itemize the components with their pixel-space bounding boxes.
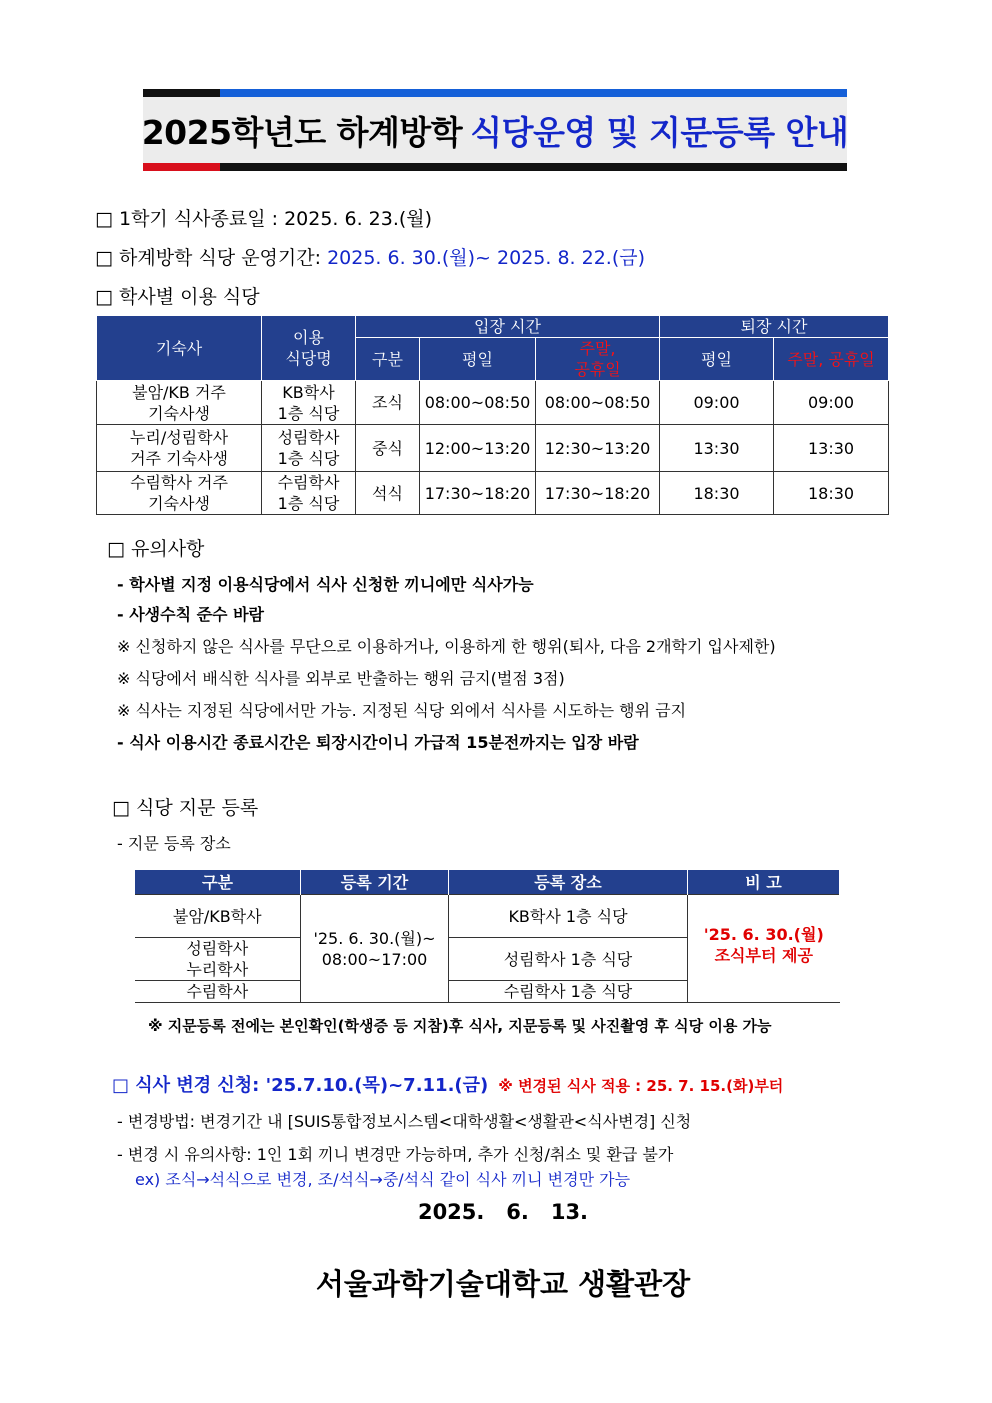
note-item: - 사생수칙 준수 바람: [117, 605, 264, 624]
header-weekend-entry: 주말, 공휴일: [536, 338, 660, 381]
banner-accent-red-bottom: [143, 163, 220, 171]
cafeteria-cell: 수림학사 1층 식당: [262, 472, 356, 515]
header-weekday-entry: 평일: [420, 338, 536, 381]
meal-cell: 조식: [356, 381, 420, 425]
meal-change-applied: ※ 변경된 식사 적용 : 25. 7. 15.(화)부터: [498, 1077, 784, 1095]
note-item: - 식사 이용시간 종료시간은 퇴장시간이니 가급적 15분전까지는 입장 바람: [117, 733, 639, 752]
note-item: - 학사별 지정 이용식당에서 식사 신청한 끼니에만 식사가능: [117, 575, 534, 594]
type-cell: 수림학사: [135, 981, 301, 1003]
header-entry-time: 입장 시간: [356, 316, 660, 338]
meal-change-example: ex) 조식→석식으로 변경, 조/석식→중/석식 같이 식사 끼니 변경만 가능: [135, 1170, 631, 1189]
period-cell: '25. 6. 30.(월)~ 08:00~17:00: [301, 895, 449, 1003]
cafeteria-by-dorm-heading: □ 학사별 이용 식당: [95, 286, 260, 308]
type-cell: 불암/KB학사: [135, 895, 301, 938]
note-cell: '25. 6. 30.(월) 조식부터 제공: [688, 895, 840, 1003]
cafeteria-schedule-table: [96, 315, 889, 515]
weekend-exit-cell: 18:30: [774, 472, 889, 515]
weekday-entry-cell: 17:30~18:20: [420, 472, 536, 515]
fingerprint-heading: □ 식당 지문 등록: [112, 797, 259, 819]
fingerprint-footnote: ※ 지문등록 전에는 본인확인(학생증 등 지참)후 식사, 지문등록 및 사진촬영 후 식당 이용 가능: [148, 1017, 772, 1035]
weekday-entry-cell: 08:00~08:50: [420, 381, 536, 425]
notes-heading: □ 유의사항: [107, 538, 205, 560]
meal-change-heading: [112, 1071, 783, 1097]
meal-change-method: - 변경방법: 변경기간 내 [SUIS통합정보시스템<대학생활<생활관<식사변경] 신청: [117, 1112, 692, 1131]
page-title: [143, 97, 847, 163]
table-row: [97, 472, 889, 515]
header-dorm: 기숙사: [97, 316, 262, 381]
fingerprint-location-sub: - 지문 등록 장소: [117, 834, 231, 853]
cafeteria-cell: 성림학사 1층 식당: [262, 425, 356, 472]
header-place: 등록 장소: [449, 870, 688, 895]
meal-cell: 중식: [356, 425, 420, 472]
header-note: 비 고: [688, 870, 840, 895]
note-item: ※ 신청하지 않은 식사를 무단으로 이용하거나, 이용하게 한 행위(퇴사, 다음 2개학기 입사제한): [117, 637, 776, 656]
place-cell: KB학사 1층 식당: [449, 895, 688, 938]
cafeteria-cell: KB학사 1층 식당: [262, 381, 356, 425]
operation-period-label: □ 하계방학 식당 운영기간:: [95, 247, 328, 269]
note-item: ※ 식사는 지정된 식당에서만 가능. 지정된 식당 외에서 식사를 시도하는 행위 금지: [117, 701, 687, 720]
table-row: [97, 425, 889, 472]
type-cell: 성림학사 누리학사: [135, 938, 301, 981]
meal-change-caution: - 변경 시 유의사항: 1인 1회 끼니 변경만 가능하며, 추가 신청/취소 및 환급 불가: [117, 1145, 674, 1164]
fingerprint-table: [134, 870, 840, 1003]
table-row: [135, 895, 840, 938]
dorm-cell: 불암/KB 거주 기숙사생: [97, 381, 262, 425]
weekend-entry-cell: 17:30~18:20: [536, 472, 660, 515]
meal-change-heading-text: □ 식사 변경 신청: '25.7.10.(목)~7.11.(금): [112, 1075, 489, 1096]
header-period: 등록 기간: [301, 870, 449, 895]
header-meal-type: 구분: [356, 338, 420, 381]
weekday-entry-cell: 12:00~13:20: [420, 425, 536, 472]
weekend-exit-cell: 09:00: [774, 381, 889, 425]
place-cell: 수림학사 1층 식당: [449, 981, 688, 1003]
weekend-entry-cell: 12:30~13:20: [536, 425, 660, 472]
table-row: [97, 381, 889, 425]
dorm-cell: 수림학사 거주 기숙사생: [97, 472, 262, 515]
meal-cell: 석식: [356, 472, 420, 515]
dorm-cell: 누리/성림학사 거주 기숙사생: [97, 425, 262, 472]
weekend-entry-cell: 08:00~08:50: [536, 381, 660, 425]
title-part-2: 식당운영 및 지문등록 안내: [470, 112, 849, 152]
header-weekday-exit: 평일: [660, 338, 774, 381]
weekday-exit-cell: 09:00: [660, 381, 774, 425]
header-exit-time: 퇴장 시간: [660, 316, 889, 338]
title-part-1: 2025학년도 하계방학: [141, 112, 463, 152]
banner-accent-blue-top: [220, 89, 847, 97]
weekend-exit-cell: 13:30: [774, 425, 889, 472]
weekday-exit-cell: 18:30: [660, 472, 774, 515]
operation-period-line: [95, 243, 645, 270]
issuer-signature: 서울과학기술대학교 생활관장: [315, 1267, 691, 1301]
operation-period-value: 2025. 6. 30.(월)~ 2025. 8. 22.(금): [327, 247, 646, 269]
header-cafeteria: 이용 식당명: [262, 316, 356, 381]
header-type: 구분: [135, 870, 301, 895]
note-item: ※ 식당에서 배식한 식사를 외부로 반출하는 행위 금지(벌점 3점): [117, 669, 565, 688]
header-weekend-exit: 주말, 공휴일: [774, 338, 889, 381]
semester-end-line: □ 1학기 식사종료일 : 2025. 6. 23.(월): [95, 208, 433, 230]
document-date: 2025. 6. 13.: [417, 1200, 589, 1224]
place-cell: 성림학사 1층 식당: [449, 938, 688, 981]
weekday-exit-cell: 13:30: [660, 425, 774, 472]
banner-accent-black-top: [143, 89, 220, 97]
banner-accent-black-bottom: [220, 163, 847, 171]
